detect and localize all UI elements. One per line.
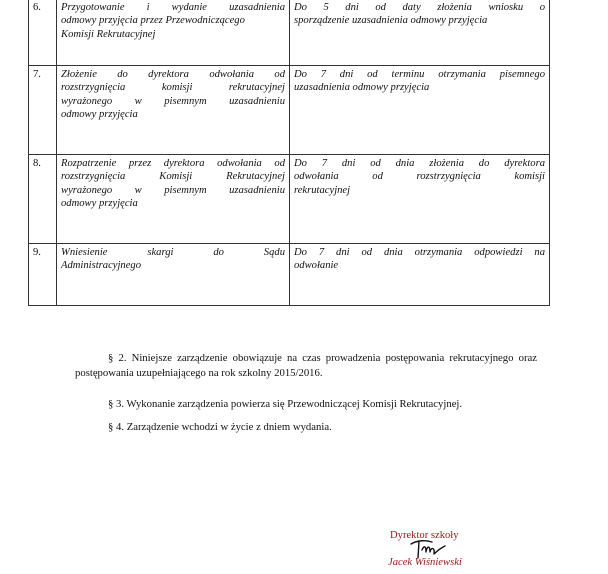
activity-text-line: wyrażonego w pisemnym uzasadnieniu	[61, 184, 285, 196]
deadline-cell	[290, 155, 550, 244]
deadline-cell	[290, 66, 550, 155]
activity-cell	[57, 66, 290, 155]
deadline-text-line: rekrutacyjnej	[294, 184, 351, 196]
activity-text-line: rozstrzygnięcia Komisji Rekrutacyjnej	[61, 171, 285, 183]
paragraph-4: § 4. Zarządzenie wchodzi w życie z dniem wydania.	[108, 421, 332, 433]
deadline-cell	[290, 0, 550, 66]
activity-text-line: Administracyjnego	[61, 260, 142, 272]
row-number: 7.	[29, 66, 57, 155]
activity-text-line: Komisji Rekrutacyjnej	[61, 28, 156, 40]
table-row	[29, 244, 550, 306]
signature-name: Jacek Wiśniewski	[388, 557, 462, 568]
activity-text-line: odmowy przyjęcia przez Przewodniczącego	[61, 15, 245, 27]
deadline-text-line: sporządzenie uzasadnienia odmowy przyjęcia	[294, 15, 488, 27]
deadline-text-line: uzasadnienia odmowy przyjęcia	[294, 82, 430, 94]
deadline-cell	[290, 244, 550, 306]
table-row	[29, 0, 550, 66]
activity-text-line: wyrażonego w pisemnym uzasadnieniu	[61, 95, 285, 107]
table-row	[29, 66, 550, 155]
deadline-text-line: odwołanie	[294, 260, 339, 272]
deadline-text-line: Do 7 dni od dnia otrzymania odpowiedzi na	[294, 247, 545, 258]
deadline-text-line: Do 7 dni od terminu otrzymania pisemnego	[294, 69, 545, 80]
activity-text-line: Złożenie do dyrektora odwołania od	[61, 69, 285, 80]
row-number: 8.	[29, 155, 57, 244]
paragraph-3: § 3. Wykonanie zarządzenia powierza się Przewodniczącej Komisji Rekrutacyjnej.	[108, 398, 463, 410]
activity-text-line: Przygotowanie i wydanie uzasadnienia	[61, 2, 285, 13]
deadline-text-line: odwołania od rozstrzygnięcia komisji	[294, 171, 545, 183]
deadline-text-line: Do 5 dni od daty złożenia wniosku o	[294, 2, 545, 13]
recruitment-schedule-table	[28, 0, 550, 306]
table-row	[29, 155, 550, 244]
activity-cell	[57, 155, 290, 244]
activity-text-line: Wniesienie skargi do Sądu	[61, 247, 285, 258]
activity-text-line: odmowy przyjęcia	[61, 109, 138, 121]
row-number: 6.	[29, 0, 57, 66]
activity-text-line: odmowy przyjęcia	[61, 198, 138, 210]
activity-text-line: rozstrzygnięcia komisji rekrutacyjnej	[61, 82, 285, 94]
activity-cell	[57, 244, 290, 306]
paragraph-2: § 2. Niniejsze zarządzenie obowiązuje na czas prowadzenia postępowania rekrutacyjnego oraz postępowania uzupełniającego na rok szkolny 2015/2016.	[75, 352, 537, 379]
activity-cell	[57, 0, 290, 66]
signature-title: Dyrektor szkoły	[390, 530, 459, 541]
deadline-text-line: Do 7 dni od dnia złożenia do dyrektora	[294, 158, 545, 169]
activity-text-line: Rozpatrzenie przez dyrektora odwołania od	[61, 158, 285, 169]
row-number: 9.	[29, 244, 57, 306]
